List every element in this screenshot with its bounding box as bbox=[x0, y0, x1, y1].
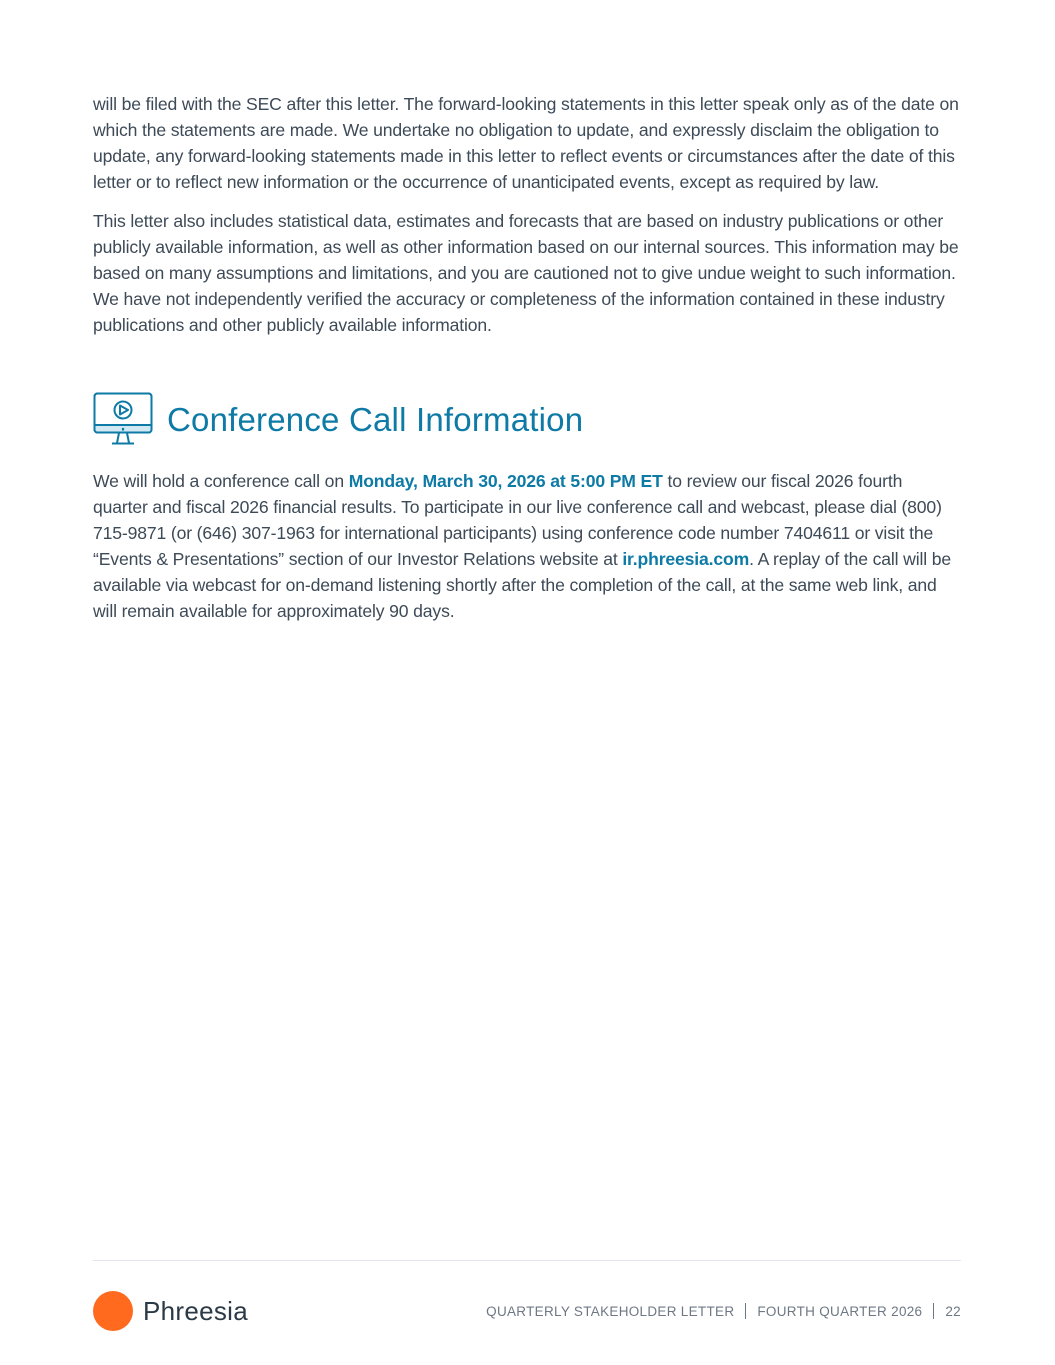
page-number: 22 bbox=[945, 1303, 961, 1319]
conference-call-paragraph bbox=[93, 468, 961, 624]
monitor-play-icon bbox=[93, 392, 153, 448]
section-title: Conference Call Information bbox=[167, 401, 584, 438]
logo-dot-icon bbox=[93, 1291, 133, 1331]
conference-intro-text: We will hold a conference call on bbox=[93, 471, 349, 491]
paragraph-forward-looking: will be filed with the SEC after this letter. The forward-looking statements in this letter speak only as of the date on which the statements are made. We undertake no obligation to update, and expressly disclaim the obligation to update, any forward-looking statements made in this letter to reflect events or circumstances after the date of this letter or to reflect new information or the occurrence of unanticipated events, except as required by law. bbox=[93, 94, 959, 192]
page-content bbox=[93, 91, 961, 637]
footer-separator bbox=[745, 1303, 746, 1319]
conference-closing-text: . A replay of the call will be available via webcast for on-demand listening shortly after the completion of the call, at the same web link, and will remain available for approximately 90 days. bbox=[93, 549, 952, 621]
footer-divider bbox=[93, 1260, 961, 1261]
conference-details-text: to review our fiscal 2026 fourth quarter and fiscal 2026 financial results. To participate in our live conference call and webcast, please dial (800) 715-9871 (or (646) 307-1963 for international participants) using conference code number 7404611 or visit the “Events & Presentations” section of our Investor Relations website at bbox=[93, 471, 942, 569]
conference-call-heading bbox=[93, 392, 961, 448]
conference-datetime: Monday, March 30, 2026 at 5:00 PM ET bbox=[348, 471, 663, 491]
document-label: QUARTERLY STAKEHOLDER LETTER bbox=[486, 1303, 735, 1319]
investor-relations-link[interactable]: ir.phreesia.com bbox=[622, 549, 750, 569]
reporting-period: FOURTH QUARTER 2026 bbox=[757, 1303, 923, 1319]
footer bbox=[93, 1290, 961, 1332]
footer-separator bbox=[933, 1303, 934, 1319]
footer-meta bbox=[486, 1303, 961, 1319]
phreesia-logo bbox=[93, 1291, 248, 1331]
logo-text: Phreesia bbox=[143, 1295, 249, 1326]
paragraph-statistical-data: This letter also includes statistical data, estimates and forecasts that are based on industry publications or other publicly available information, as well as other information based on our internal sources. This information may be based on many assumptions and limitations, and you are cautioned not to give undue weight to such information. We have not independently verified the accuracy or completeness of the information contained in these industry publications and other publicly available information. bbox=[93, 211, 959, 335]
